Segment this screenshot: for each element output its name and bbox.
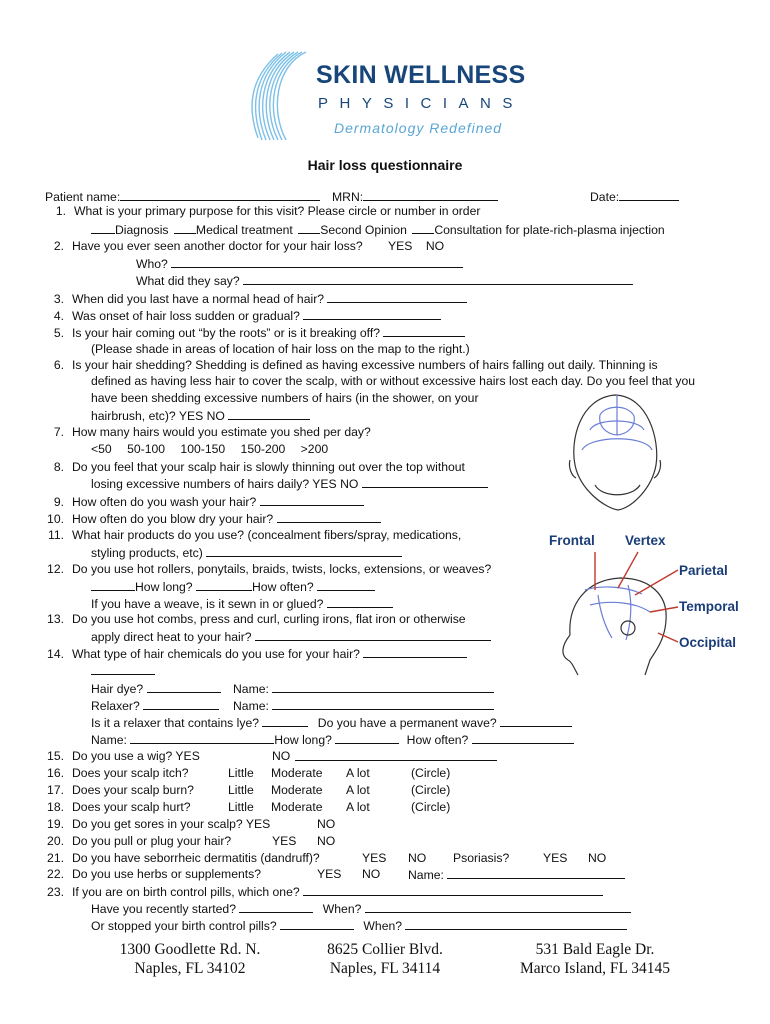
date-field[interactable] xyxy=(619,189,679,201)
q6-field[interactable] xyxy=(228,408,310,420)
question-20: 20. Do you pull or plug your hair? xyxy=(47,834,232,848)
q17-little[interactable]: Little xyxy=(228,783,254,797)
logo-line2: PHYSICIANS xyxy=(318,95,524,112)
question-22: 22. Do you use herbs or supplements? xyxy=(47,867,262,881)
q12-howlong-field[interactable] xyxy=(196,579,252,591)
q14-lye-field[interactable] xyxy=(262,715,308,727)
q14-perm-name-field[interactable] xyxy=(130,732,274,744)
q13-field[interactable] xyxy=(255,629,491,641)
second-opinion-field[interactable] xyxy=(298,222,320,234)
q21-yes[interactable]: YES xyxy=(362,851,387,865)
q18-moderate[interactable]: Moderate xyxy=(271,800,323,814)
q17-circle: (Circle) xyxy=(411,783,451,797)
q23-stopped-field[interactable] xyxy=(280,918,354,930)
label-parietal: Parietal xyxy=(679,563,728,578)
question-15: 15. Do you use a wig? YES xyxy=(47,749,200,763)
q11-line2: styling products, etc) xyxy=(91,545,402,560)
q16-moderate[interactable]: Moderate xyxy=(271,766,323,780)
q23-stopped: Or stopped your birth control pills? When? xyxy=(91,918,627,933)
q17-alot[interactable]: A lot xyxy=(346,783,370,797)
q15-field[interactable] xyxy=(295,749,497,761)
q9-field[interactable] xyxy=(260,494,364,506)
q16-circle: (Circle) xyxy=(411,766,451,780)
q7-opt[interactable]: 150-200 xyxy=(240,442,286,456)
q21-psoriasis-yes[interactable]: YES xyxy=(543,851,568,865)
q14-dye-name-field[interactable] xyxy=(272,681,494,693)
q14-line2 xyxy=(91,663,155,678)
q21-no[interactable]: NO xyxy=(408,851,427,865)
q22-name-field[interactable] xyxy=(447,867,625,879)
q2-said-field[interactable] xyxy=(243,273,633,285)
top-head-icon xyxy=(569,395,660,510)
q2-no[interactable]: NO xyxy=(425,239,445,253)
q8-field[interactable] xyxy=(362,476,488,488)
footer-address-3: 531 Bald Eagle Dr. Marco Island, FL 34145 xyxy=(519,941,671,977)
q20-yes[interactable]: YES xyxy=(272,834,297,848)
question-17: 17. Does your scalp burn? xyxy=(47,783,194,797)
q21-psoriasis-no[interactable]: NO xyxy=(588,851,607,865)
question-11: 11. What hair products do you use? (concealment fibers/spray, medications, xyxy=(47,528,462,542)
date-row xyxy=(590,189,679,204)
q20-no[interactable]: NO xyxy=(317,834,336,848)
patient-name-field[interactable] xyxy=(120,189,320,201)
q7-opt[interactable]: <50 xyxy=(91,442,112,456)
logo-swoosh-icon xyxy=(238,50,318,142)
label-vertex: Vertex xyxy=(625,533,666,548)
q7-options xyxy=(91,442,328,456)
question-12: 12. Do you use hot rollers, ponytails, braids, twists, locks, extensions, or weaves? xyxy=(47,562,492,576)
q15-line xyxy=(295,749,497,764)
mrn-label: MRN: xyxy=(332,190,364,204)
q12-line3: If you have a weave, is it sewn in or glued? xyxy=(91,596,393,611)
q14-dye: Hair dye? xyxy=(91,681,221,696)
q14-dye-name: Name: xyxy=(233,681,494,696)
logo-tagline: Dermatology Redefined xyxy=(334,120,503,136)
q12-weave-field[interactable] xyxy=(327,596,393,608)
q2-said: What did they say? xyxy=(136,273,633,288)
q11-field[interactable] xyxy=(206,545,402,557)
consultation-field[interactable] xyxy=(412,222,434,234)
q5-field[interactable] xyxy=(383,325,465,337)
question-21: 21. Do you have seborrheic dermatitis (dandruff)? xyxy=(47,851,320,865)
question-16: 16. Does your scalp itch? xyxy=(47,766,189,780)
q8-line2: losing excessive numbers of hairs daily? YES NO xyxy=(91,476,488,491)
q12-uses-field[interactable] xyxy=(91,579,135,591)
q6-line3: have been shedding excessive numbers of hairs (in the shower, on your xyxy=(91,391,479,405)
footer-address-2: 8625 Collier Blvd. Naples, FL 34114 xyxy=(327,941,443,977)
q18-little[interactable]: Little xyxy=(228,800,254,814)
question-8: 8. Do you feel that your scalp hair is slowly thinning out over the top without xyxy=(53,460,465,474)
question-2: 2. Have you ever seen another doctor for your hair loss? YES NO xyxy=(53,239,445,253)
question-13: 13. Do you use hot combs, press and curl, curling irons, flat iron or otherwise xyxy=(47,612,466,626)
logo xyxy=(238,50,538,142)
q16-little[interactable]: Little xyxy=(228,766,254,780)
question-10: 10. How often do you blow dry your hair? xyxy=(42,511,381,526)
side-head-icon xyxy=(563,578,666,675)
q14-lye: Is it a relaxer that contains lye? Do you have a permanent wave? xyxy=(91,715,572,730)
question-23: 23. If you are on birth control pills, which one? xyxy=(42,884,603,899)
q22-no[interactable]: NO xyxy=(362,867,381,881)
q21-psoriasis: Psoriasis? xyxy=(453,851,510,865)
q19-no[interactable]: NO xyxy=(317,817,336,831)
q23-when2-field[interactable] xyxy=(405,918,627,930)
footer-address-1: 1300 Goodlette Rd. N. Naples, FL 34102 xyxy=(119,941,261,977)
q23-started-field[interactable] xyxy=(239,901,313,913)
q2-who: Who? xyxy=(136,256,463,271)
q6-line2: defined as having less hair to cover the scalp, with or without excessive hairs lost each day. Do you feel that you xyxy=(91,374,696,388)
q18-alot[interactable]: A lot xyxy=(346,800,370,814)
q14-relaxer-field[interactable] xyxy=(143,698,219,710)
q14-field[interactable] xyxy=(363,646,467,658)
question-9: 9. How often do you wash your hair? xyxy=(42,494,364,509)
logo-line1: SKIN WELLNESS xyxy=(316,61,526,89)
question-5: 5. Is your hair coming out “by the roots” or is it breaking off? xyxy=(42,325,465,340)
question-4: 4. Was onset of hair loss sudden or gradual? xyxy=(42,308,441,323)
label-temporal: Temporal xyxy=(679,599,739,614)
q4-field[interactable] xyxy=(303,308,441,320)
q14-perm-howlong-field[interactable] xyxy=(335,732,399,744)
question-1-options: Diagnosis Medical treatment Second Opinion Consultation for plate-rich-plasma injection xyxy=(91,222,665,237)
question-19: 19. Do you get sores in your scalp? YES xyxy=(47,817,271,831)
q6-line4: hairbrush, etc)? YES NO xyxy=(91,408,310,423)
mrn-row xyxy=(332,189,498,204)
question-1: 1. What is your primary purpose for this visit? Please circle or number in order xyxy=(55,204,481,218)
q14-field-2[interactable] xyxy=(91,663,155,675)
q12-howoften-field[interactable] xyxy=(317,579,375,591)
q2-yes[interactable]: YES xyxy=(388,239,413,253)
q23-when-field[interactable] xyxy=(365,901,631,913)
q14-dye-field[interactable] xyxy=(147,681,221,693)
question-6: 6. Is your hair shedding? Shedding is defined as having excessive numbers of hairs falling out daily. Thinning is xyxy=(53,358,658,372)
q5-instruction: (Please shade in areas of location of hair loss on the map to the right.) xyxy=(91,342,470,356)
q3-field[interactable] xyxy=(327,291,467,303)
label-frontal: Frontal xyxy=(549,533,595,548)
question-3: 3. When did you last have a normal head of hair? xyxy=(42,291,467,306)
q14-perm-details: Name: How long? How often? xyxy=(91,732,574,747)
label-occipital: Occipital xyxy=(679,635,737,650)
question-7: 7. How many hairs would you estimate you shed per day? xyxy=(53,425,371,439)
q22-name: Name: xyxy=(408,867,625,882)
q18-circle: (Circle) xyxy=(411,800,451,814)
q12-line2: How long? How often? xyxy=(91,579,375,594)
treatment-field[interactable] xyxy=(174,222,196,234)
q16-alot[interactable]: A lot xyxy=(346,766,370,780)
diagnosis-field[interactable] xyxy=(91,222,115,234)
date-label: Date: xyxy=(590,190,620,204)
q15-no: NO xyxy=(272,749,291,763)
q17-moderate[interactable]: Moderate xyxy=(271,783,323,797)
q10-field[interactable] xyxy=(277,511,381,523)
question-18: 18. Does your scalp hurt? xyxy=(47,800,191,814)
q22-yes[interactable]: YES xyxy=(317,867,342,881)
q14-relaxer: Relaxer? xyxy=(91,698,219,713)
q7-opt[interactable]: 50-100 xyxy=(127,442,166,456)
q14-relaxer-name-field[interactable] xyxy=(272,698,494,710)
q7-opt[interactable]: >200 xyxy=(300,442,329,456)
q14-perm-howoften-field[interactable] xyxy=(472,732,574,744)
q23-field[interactable] xyxy=(303,884,603,896)
q7-opt[interactable]: 100-150 xyxy=(180,442,226,456)
patient-name-row xyxy=(45,189,320,204)
q23-started: Have you recently started? When? xyxy=(91,901,631,916)
q14-perm-field[interactable] xyxy=(500,715,572,727)
q2-who-field[interactable] xyxy=(171,256,463,268)
question-14: 14. What type of hair chemicals do you use for your hair? xyxy=(42,646,467,661)
page-title: Hair loss questionnaire xyxy=(307,157,463,173)
q14-relaxer-name: Name: xyxy=(233,698,494,713)
patient-name-label: Patient name: xyxy=(45,190,121,204)
q13-line2: apply direct heat to your hair? xyxy=(91,629,491,644)
mrn-field[interactable] xyxy=(363,189,498,201)
